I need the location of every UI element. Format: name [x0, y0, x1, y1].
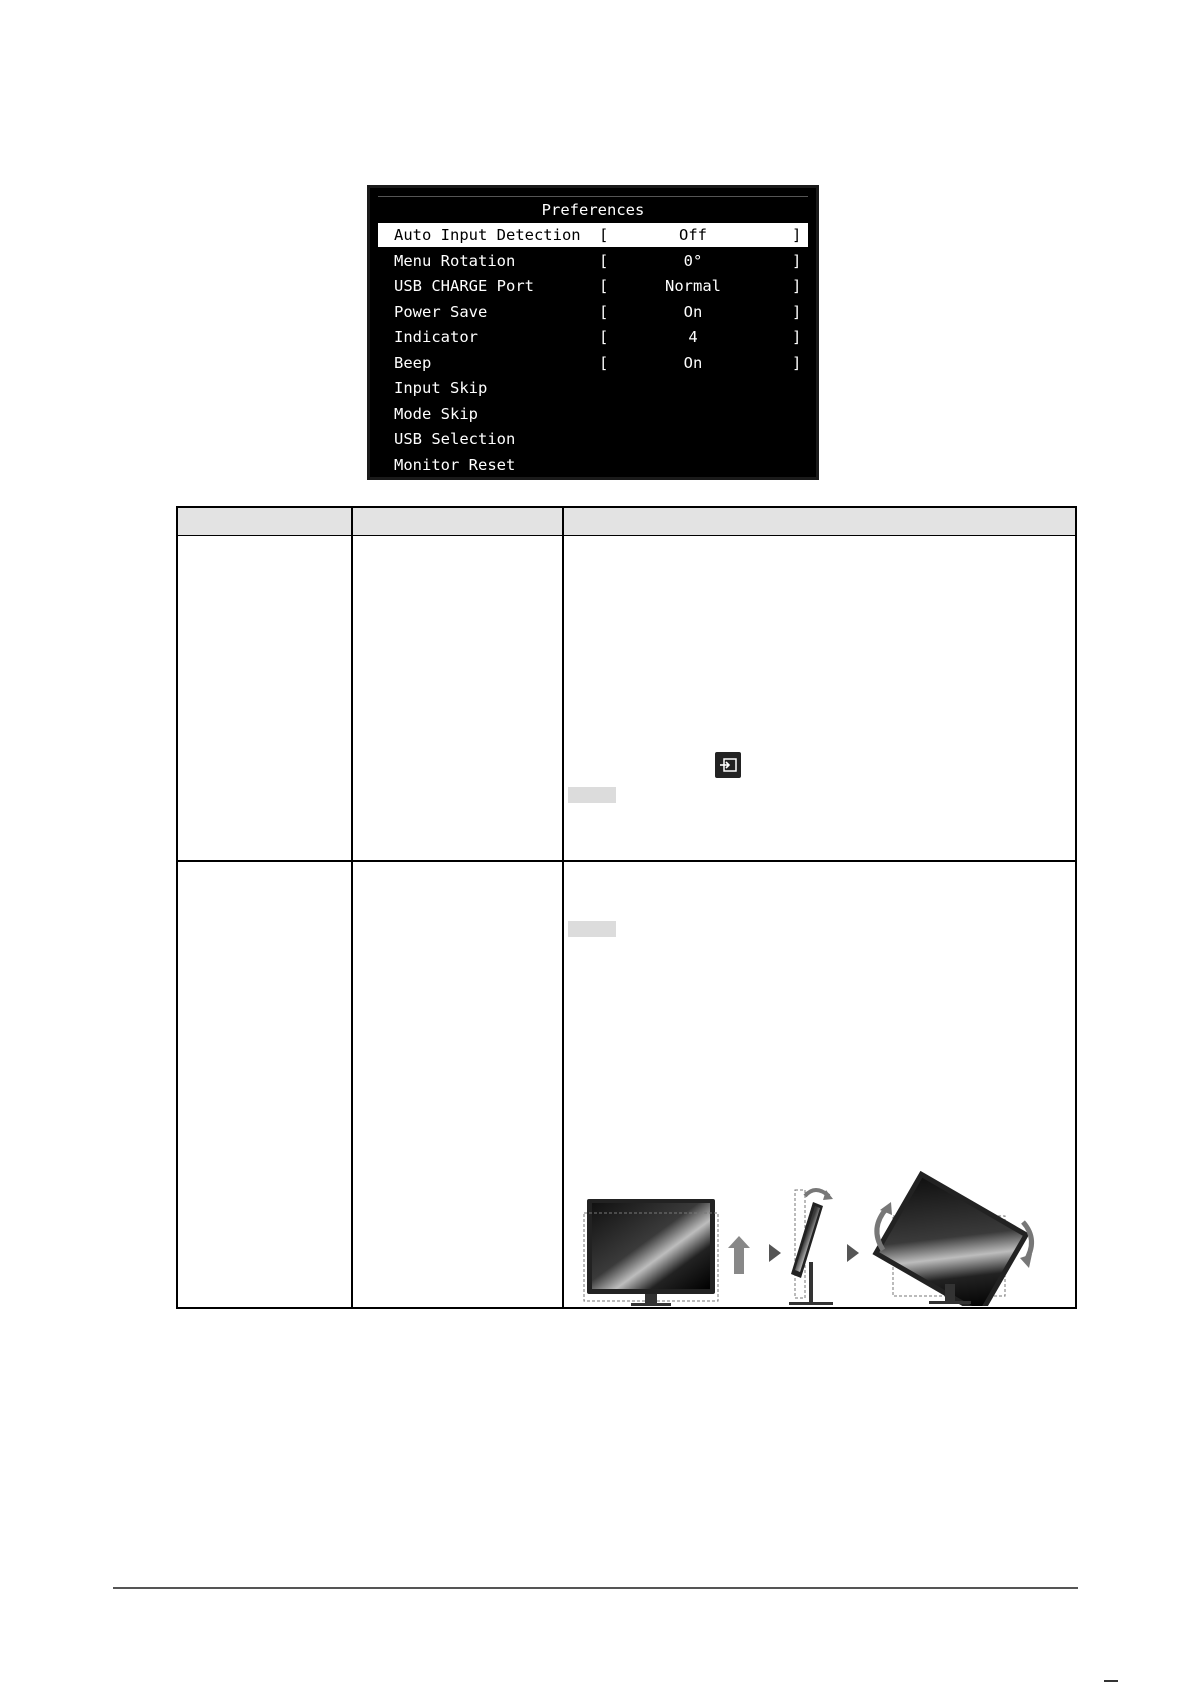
table-row-divider [176, 860, 1077, 862]
osd-row-beep[interactable] [378, 351, 808, 375]
osd-row-label: Input Skip [394, 379, 488, 397]
input-switch-icon [715, 752, 741, 778]
osd-row-indicator[interactable] [378, 325, 808, 349]
bracket-close: ] [792, 251, 802, 270]
table-col-divider-1 [351, 506, 353, 1309]
osd-row-label: USB Selection [394, 430, 516, 448]
osd-row-label: Beep [394, 353, 432, 372]
osd-row-value: On [683, 353, 703, 372]
osd-row-value: On [683, 302, 703, 321]
bracket-close: ] [792, 277, 802, 295]
osd-row-monitor-reset[interactable] [378, 453, 808, 477]
osd-row-power-save[interactable] [378, 300, 808, 324]
bracket-close: ] [792, 302, 802, 321]
monitor-tilt-icon [789, 1190, 833, 1305]
osd-row-value: Off [679, 226, 707, 244]
bracket-close: ] [792, 226, 802, 244]
monitor-rotated-icon [872, 1171, 1032, 1306]
osd-row-mode-skip[interactable] [378, 402, 808, 426]
osd-row-usb-charge-port[interactable] [378, 274, 808, 298]
bracket-close: ] [792, 353, 802, 372]
bracket-open: [ [599, 328, 609, 346]
table-col-divider-2 [562, 506, 564, 1309]
osd-preferences-menu [367, 185, 819, 480]
footer-rule [113, 1587, 1078, 1589]
osd-row-label: Mode Skip [394, 404, 478, 423]
bracket-open: [ [599, 302, 609, 321]
table-bottom-border [176, 1307, 1077, 1309]
osd-row-auto-input-detection[interactable] [378, 223, 808, 247]
bracket-open: [ [599, 353, 609, 372]
osd-row-label: Auto Input Detection [394, 226, 581, 244]
table-left-border [176, 506, 178, 1309]
osd-row-value: Normal [665, 277, 721, 295]
osd-row-value: 4 [688, 328, 698, 346]
osd-title: Preferences [541, 201, 645, 219]
settings-table [176, 506, 1077, 1309]
monitor-landscape-icon [584, 1199, 718, 1306]
bracket-close: ] [792, 328, 802, 346]
bracket-open: [ [599, 226, 609, 244]
table-header [176, 506, 1077, 535]
osd-row-label: Power Save [394, 302, 488, 321]
osd-row-label: Menu Rotation [394, 251, 516, 270]
osd-row-input-skip[interactable] [378, 376, 808, 400]
arrow-right-icon [847, 1244, 859, 1262]
bracket-open: [ [599, 251, 609, 270]
osd-row-label: Indicator [394, 328, 478, 346]
bracket-open: [ [599, 277, 609, 295]
monitor-rotation-illustration [583, 1166, 1065, 1306]
note-label-box [568, 921, 616, 937]
page-corner-mark [1104, 1680, 1118, 1682]
osd-row-label: Monitor Reset [394, 455, 516, 474]
arrow-right-icon [769, 1244, 781, 1262]
note-label-box [568, 787, 616, 803]
arrow-up-icon [728, 1236, 750, 1274]
osd-row-menu-rotation[interactable] [378, 249, 808, 273]
osd-row-value: 0° [683, 251, 703, 270]
table-header-divider [176, 535, 1077, 536]
osd-row-usb-selection[interactable] [378, 427, 808, 451]
table-top-border [176, 506, 1077, 508]
table-right-border [1075, 506, 1077, 1309]
osd-row-label: USB CHARGE Port [394, 277, 534, 295]
